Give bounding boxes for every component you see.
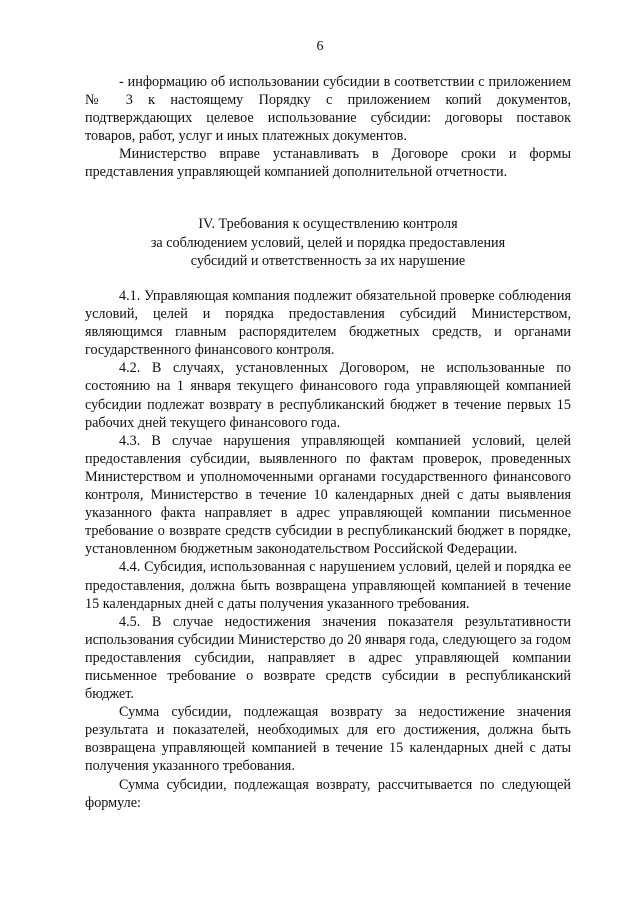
section-heading-line: за соблюдением условий, целей и порядка предоставления (150, 234, 506, 251)
paragraph-4-2: 4.2. В случаях, установленных Договором, не использованные по состоянию на 1 января текущего финансового года управляющей компанией субсидии подлежат возврату в республиканский бюджет в течение первых 15 рабочих дней текущего финансового года. (85, 360, 571, 431)
page-number: 6 (316, 39, 324, 54)
section-heading-line: субсидий и ответственность за их нарушение (190, 253, 466, 269)
intro-block (85, 73, 571, 182)
section-heading-line: IV. Требования к осуществлению контроля (198, 216, 458, 232)
intro-paragraph-reporting: Министерство вправе устанавливать в Договоре сроки и формы представления управляющей компанией дополнительной отчетности. (85, 146, 571, 181)
section-body (85, 287, 571, 812)
paragraph-4-4: 4.4. Субсидия, использованная с нарушением условий, целей и порядка ее предоставления, должна быть возвращена управляющей компанией в течение 15 календарных дней с даты получения указанного требования. (85, 559, 571, 612)
paragraph-4-5: 4.5. В случае недостижения значения показателя результативности использования субсидии Министерство до 20 января года, следующего за годом предоставления субсидии, направляет в адрес управляющей компании письменное требование о возврате средств субсидии в республиканский бюджет. (85, 613, 571, 703)
paragraph-formula-intro: Сумма субсидии, подлежащая возврату, рассчитывается по следующей формуле: (85, 776, 571, 811)
paragraph-return-amount: Сумма субсидии, подлежащая возврату за недостижение значения результата и показателей, необходимых для его достижения, должна быть возвращена управляющей компанией в течение 15 календарных дней с даты получения указанного требования. (85, 704, 571, 775)
intro-paragraph-attachment: - информацию об использовании субсидии в соответствии с приложением № 3 к настоящему Порядку с приложением копий документов, подтверждающих целевое использование субсидии: договоры поставок товаров, работ, услуг и иных платежных документов. (85, 74, 571, 145)
section-heading (85, 215, 571, 271)
paragraph-4-1: 4.1. Управляющая компания подлежит обязательной проверке соблюдения условий, целей и порядка предоставления субсидий Министерством, являющимся главным распорядителем бюджетных средств, и органами государственного финансового контроля. (85, 288, 571, 359)
paragraph-4-3: 4.3. В случае нарушения управляющей компанией условий, целей предоставления субсидии, выявленного по фактам проверок, проведенных Министерством и уполномоченными органами государственного финансового контроля, Министерство в течение 10 календарных дней с даты выявления указанного факта направляет в адрес управляющей компании письменное требование о возврате средств субсидии в республиканский бюджет в порядке, установленном бюджетным законодательством Российской Федерации. (85, 432, 571, 558)
